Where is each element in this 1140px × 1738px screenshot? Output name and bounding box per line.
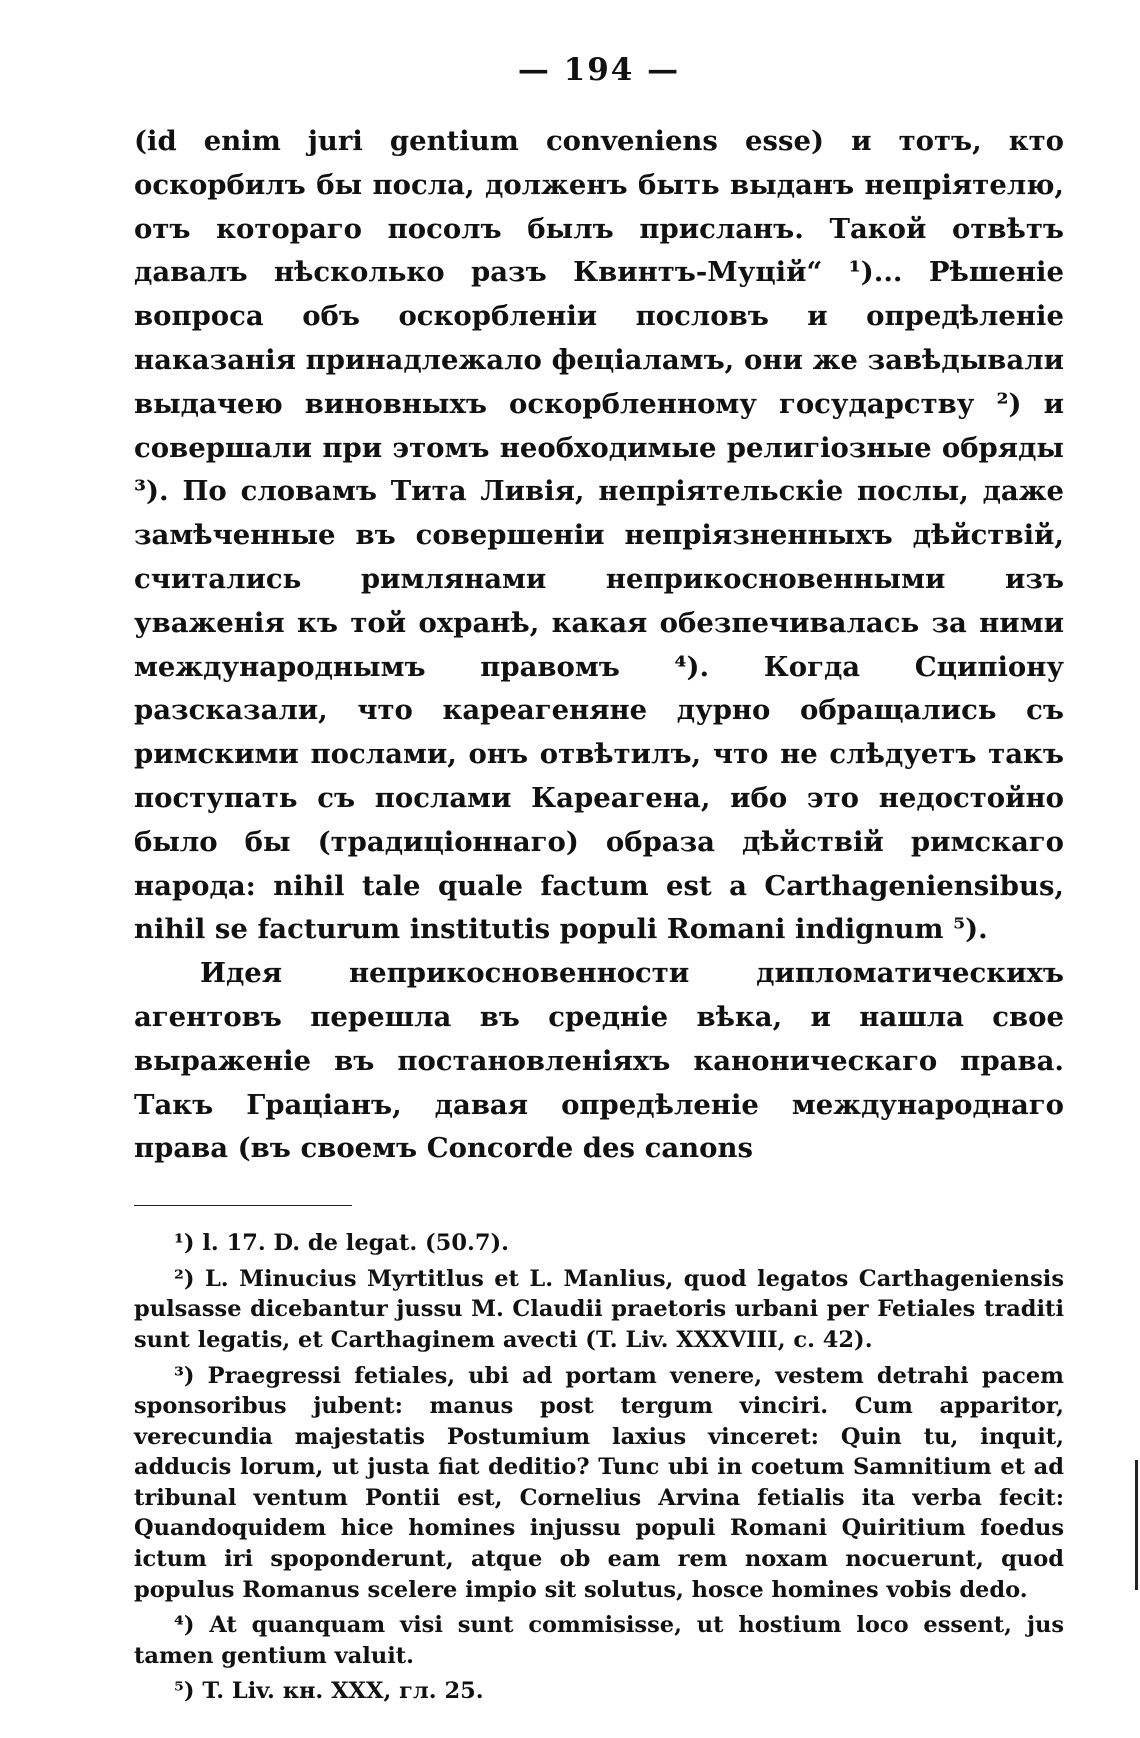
footnote-text: Praegressi fetiales, ubi ad portam venere, vestem detrahi pacem sponsoribus jubent: manus post tergum vinciri. Cum apparitor, verecundia majestatis Postumium laxius vinceret: Quin tu, inquit, adducis lorum, ut justa fiat deditio? Tunc ubi in coetum Samnitium et ad tribunal ventum Pontii est, Cornelius Arvina fetialis ita verba fecit: Quandoquidem hice homines injussu populi Romani Quiritium foedus ictum iri spoponderunt, atque ob eam rem noxam nocuerunt, quod populus Romanus scelere impio sit solutus, hosce homines vobis dedo.: [134, 1362, 1064, 1603]
main-text: [134, 120, 1064, 1171]
footnote-4: [134, 1610, 1064, 1671]
scan-edge-mark: [1135, 1460, 1138, 1590]
page-number: — 194 —: [517, 52, 681, 88]
footnote-1: [134, 1228, 1064, 1259]
footnote-text: l. 17. D. de legat. (50.7).: [202, 1230, 509, 1257]
footnote-separator: [134, 1205, 352, 1206]
footnotes: [134, 1228, 1064, 1707]
footnote-marker: ³): [174, 1362, 195, 1389]
paragraph-1: (id enim juri gentium conveniens esse) и тотъ, кто оскорбилъ бы посла, долженъ быть выданъ непріятелю, отъ котораго посолъ былъ присланъ. Такой отвѣтъ давалъ нѣсколько разъ Квинтъ-Муцій“ ¹)... Рѣшеніе вопроса объ оскорбленіи пословъ и опредѣленіе наказанія принадлежало феціаламъ, они же завѣдывали выдачею виновныхъ оскорбленному государству ²) и совершали при этомъ необходимые религіозные обряды ³). По словамъ Тита Ливія, непріятельскіе послы, даже замѣченные въ совершеніи непріязненныхъ дѣйствій, считались римлянами неприкосновенными изъ уваженія къ той охранѣ, какая обезпечивалась за ними международнымъ правомъ ⁴). Когда Сципіону разсказали, что кареагеняне дурно обращались съ римскими послами, онъ отвѣтилъ, что не слѣдуетъ такъ поступать съ послами Кареагена, ибо это недостойно было бы (традиціоннаго) образа дѣйствій римскаго народа: nihil tale quale factum est a Carthageniensibus, nihil se facturum institutis populi Romani indignum ⁵).: [134, 125, 1064, 946]
footnote-marker: ¹): [174, 1230, 195, 1257]
footnote-3: [134, 1361, 1064, 1606]
footnote-2: [134, 1264, 1064, 1356]
footnote-marker: ⁴): [174, 1612, 195, 1639]
footnote-marker: ⁵): [174, 1678, 195, 1705]
document-page: [134, 50, 1064, 1707]
footnote-text: L. Minucius Myrtitlus et L. Manlius, quod legatos Carthageniensis pulsasse dicebantur jussu M. Claudii praetoris urbani per Fetiales traditi sunt legatis, et Carthaginem avecti (T. Liv. XXXVIII, c. 42).: [134, 1265, 1064, 1353]
footnote-5: [134, 1676, 1064, 1707]
footnote-text: T. Liv. кн. XXX, гл. 25.: [202, 1678, 484, 1705]
footnote-marker: ²): [174, 1265, 195, 1292]
paragraph-2: Идея неприкосновенности дипломатическихъ агентовъ перешла въ средніе вѣка, и нашла свое выраженіе въ постановленіяхъ каноническаго права. Такъ Граціанъ, давая опредѣленіе международнаго права (въ своемъ Concorde des canons: [134, 957, 1064, 1165]
footnote-text: At quanquam visi sunt commisisse, ut hostium loco essent, jus tamen gentium valuit.: [134, 1612, 1064, 1669]
